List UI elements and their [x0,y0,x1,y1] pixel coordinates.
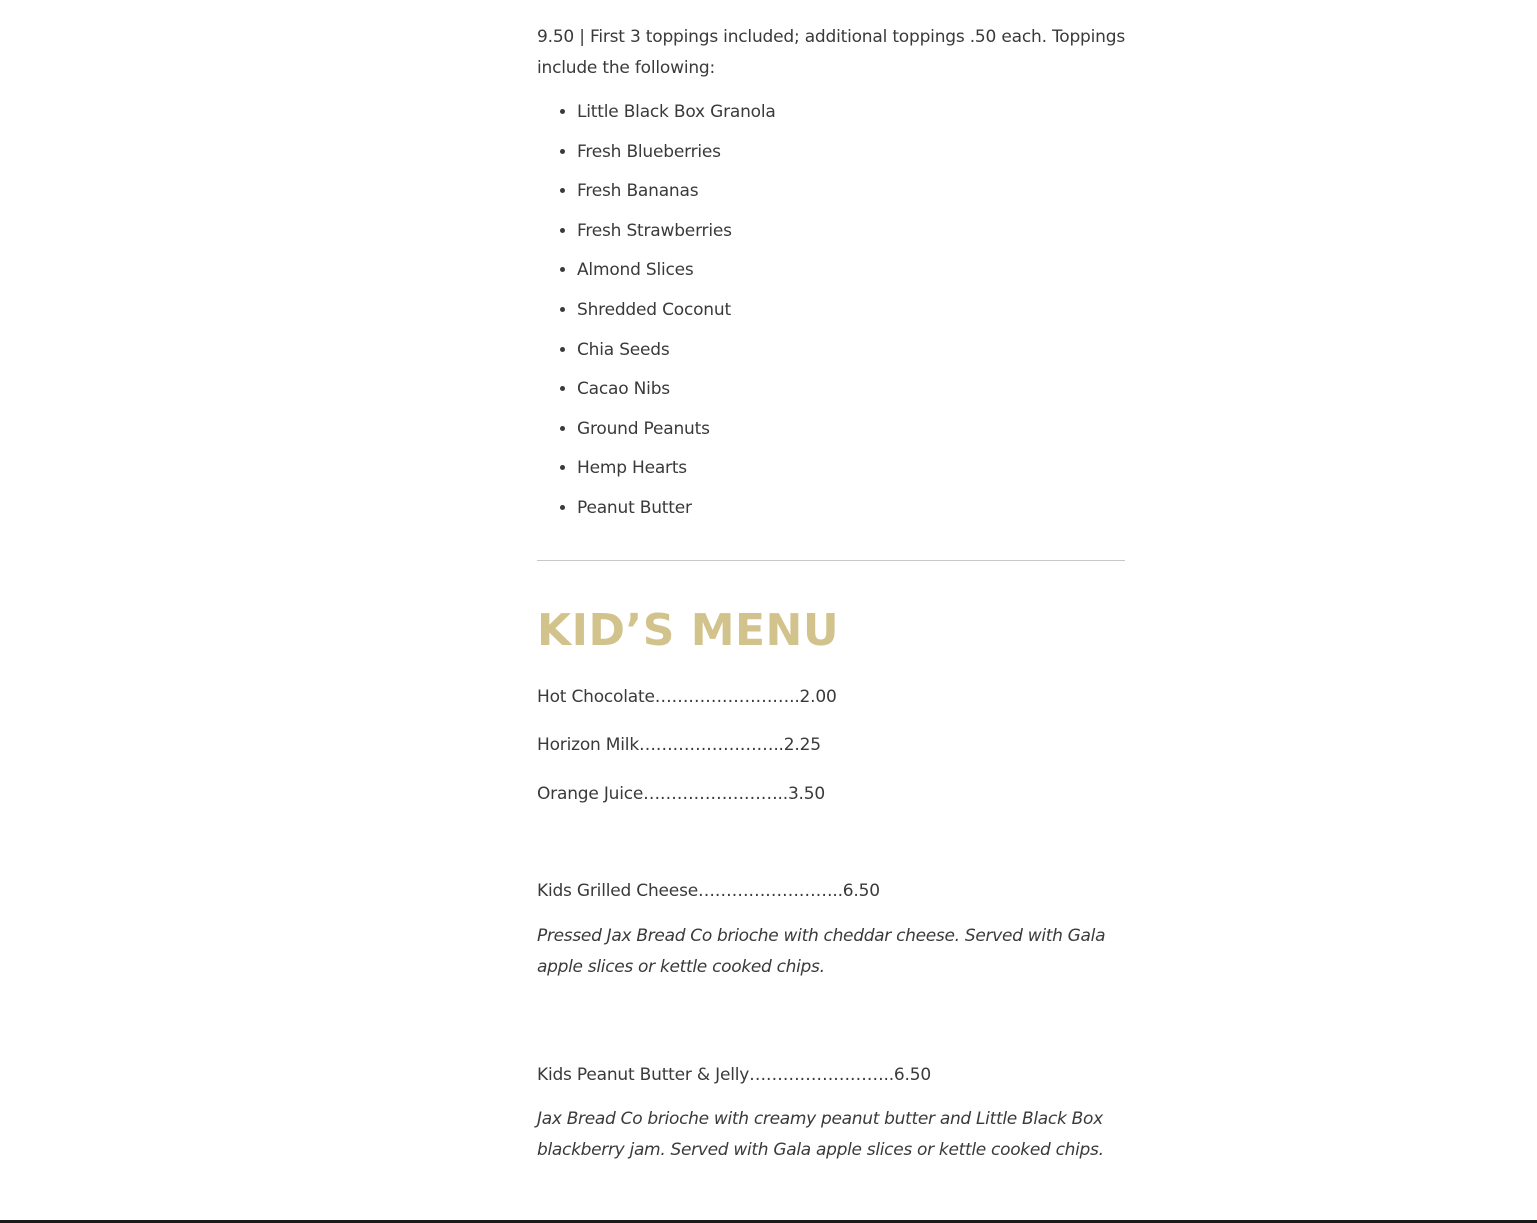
toppings-list [537,101,1125,519]
list-item: • Fresh Bananas [577,180,1125,202]
menu-item-kids-grilled-cheese: Kids Grilled Cheese……………………..6.50 [537,880,880,901]
kids-menu-title: KID’S MENU [537,604,840,656]
menu-item-kids-pbj: Kids Peanut Butter & Jelly……………………..6.50 [537,1064,931,1085]
list-item: • Peanut Butter [577,497,1125,519]
menu-item-orange-juice: Orange Juice……………………..3.50 [537,783,825,804]
menu-item-hot-chocolate: Hot Chocolate……………………..2.00 [537,686,837,707]
list-item: • Chia Seeds [577,339,1125,361]
list-item: • Ground Peanuts [577,418,1125,440]
list-item: • Almond Slices [577,259,1125,281]
list-item: • Shredded Coconut [577,299,1125,321]
grilled-cheese-description: Pressed Jax Bread Co brioche with cheddar cheese. Served with Gala apple slices or kettle cooked chips. [537,925,1106,977]
list-item: • Fresh Strawberries [577,220,1125,242]
list-item: • Fresh Blueberries [577,141,1125,163]
list-item: • Little Black Box Granola [577,101,1125,123]
pbj-description: Jax Bread Co brioche with creamy peanut butter and Little Black Box blackberry jam. Served with Gala apple slices or kettle cooked chips. [537,1108,1104,1160]
menu-item-horizon-milk: Horizon Milk……………………..2.25 [537,734,821,755]
menu-content [537,22,1125,1166]
toppings-intro: 9.50 | First 3 toppings included; additional toppings .50 each. Toppings include the following: [537,27,1125,78]
list-item: • Cacao Nibs [577,378,1125,400]
section-divider [537,560,1125,561]
list-item: • Hemp Hearts [577,457,1125,479]
